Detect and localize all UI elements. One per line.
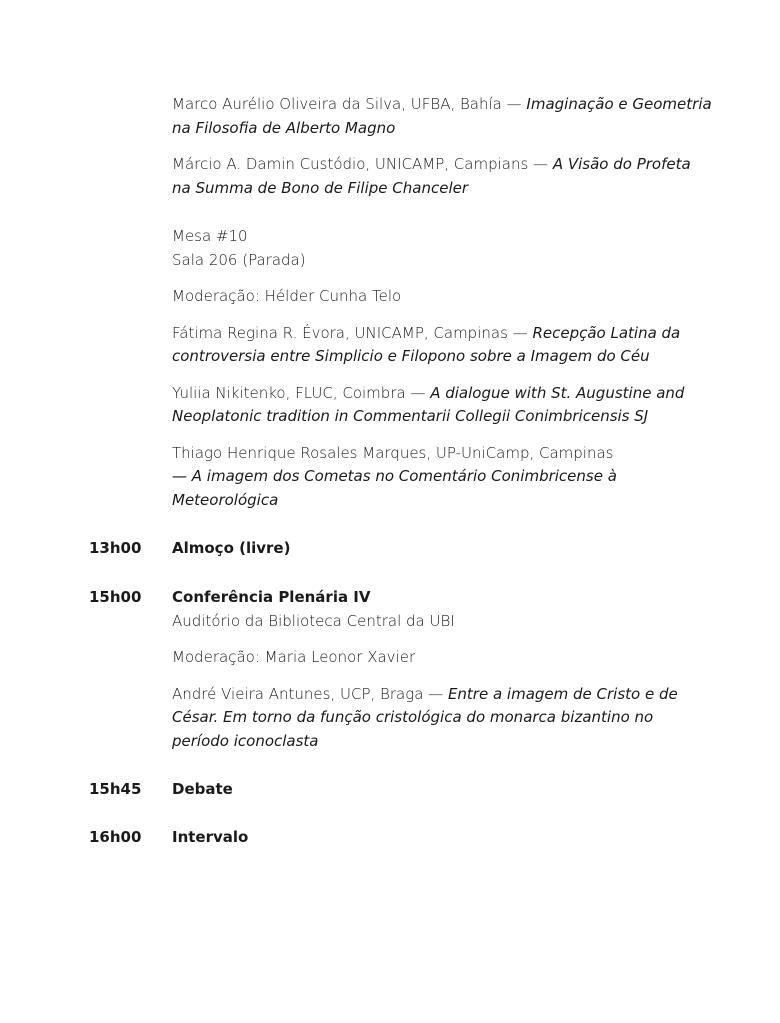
schedule-time: 13h00 [89, 539, 142, 557]
talk-author: André Vieira Antunes, UCP, Braga — [172, 684, 448, 703]
talk-title: A Visão do Profeta na Summa de Bono de Filipe Chanceler [172, 155, 691, 197]
event-title: Conferência Plenária IV [172, 588, 371, 606]
talk-title: Recepção Latina da controversia entre Simplicio e Filopono sobre a Imagem do Céu [172, 323, 681, 365]
mesa-header [172, 225, 712, 272]
talk-title: — A imagem dos Cometas no Comentário Conimbricense à Meteorológica [172, 467, 617, 509]
event-title: Intervalo [172, 828, 249, 846]
event-place: Auditório da Biblioteca Central da UBI [172, 611, 455, 630]
schedule-time: 15h00 [89, 588, 142, 606]
mesa-moderation: Moderação: Hélder Cunha Telo [172, 287, 402, 305]
talk-title: Imaginação e Geometria na Filosofia de Alberto Magno [172, 95, 712, 137]
talk-entry [172, 382, 712, 429]
event-title: Debate [172, 780, 233, 798]
talk-entry [172, 153, 712, 200]
talk-author: Márcio A. Damin Custódio, UNICAMP, Campians — [172, 155, 553, 173]
mesa-room: Sala 206 (Parada) [172, 250, 306, 269]
schedule-event [172, 586, 712, 753]
talk-entry [172, 322, 712, 369]
schedule-time: 15h45 [89, 780, 142, 798]
talk-entry [172, 442, 712, 513]
talk-author: Yuliia Nikitenko, FLUC, Coimbra — [172, 383, 431, 402]
schedule-event [172, 826, 712, 850]
talk-author: Thiago Henrique Rosales Marques, UP-UniCamp, Campinas [172, 443, 614, 462]
talk-entry [172, 683, 712, 754]
talk-title: Entre a imagem de Cristo e de César. Em torno da função cristológica do monarca bizantino no período iconoclasta [172, 684, 678, 750]
session-talks [172, 93, 712, 525]
event-moderation: Moderação: Maria Leonor Xavier [172, 648, 416, 666]
schedule-time: 16h00 [89, 828, 142, 846]
mesa-title: Mesa #10 [172, 227, 248, 245]
schedule-event [172, 537, 712, 561]
talk-author: Marco Aurélio Oliveira da Silva, UFBA, Bahía — [172, 95, 527, 113]
event-title: Almoço (livre) [172, 539, 291, 557]
talk-title: A dialogue with St. Augustine and Neoplatonic tradition in Commentarii Collegii Conimbricensis SJ [172, 383, 685, 425]
talk-entry [172, 93, 712, 140]
schedule-event [172, 778, 712, 802]
talk-author: Fátima Regina R. Évora, UNICAMP, Campinas — [172, 323, 533, 342]
